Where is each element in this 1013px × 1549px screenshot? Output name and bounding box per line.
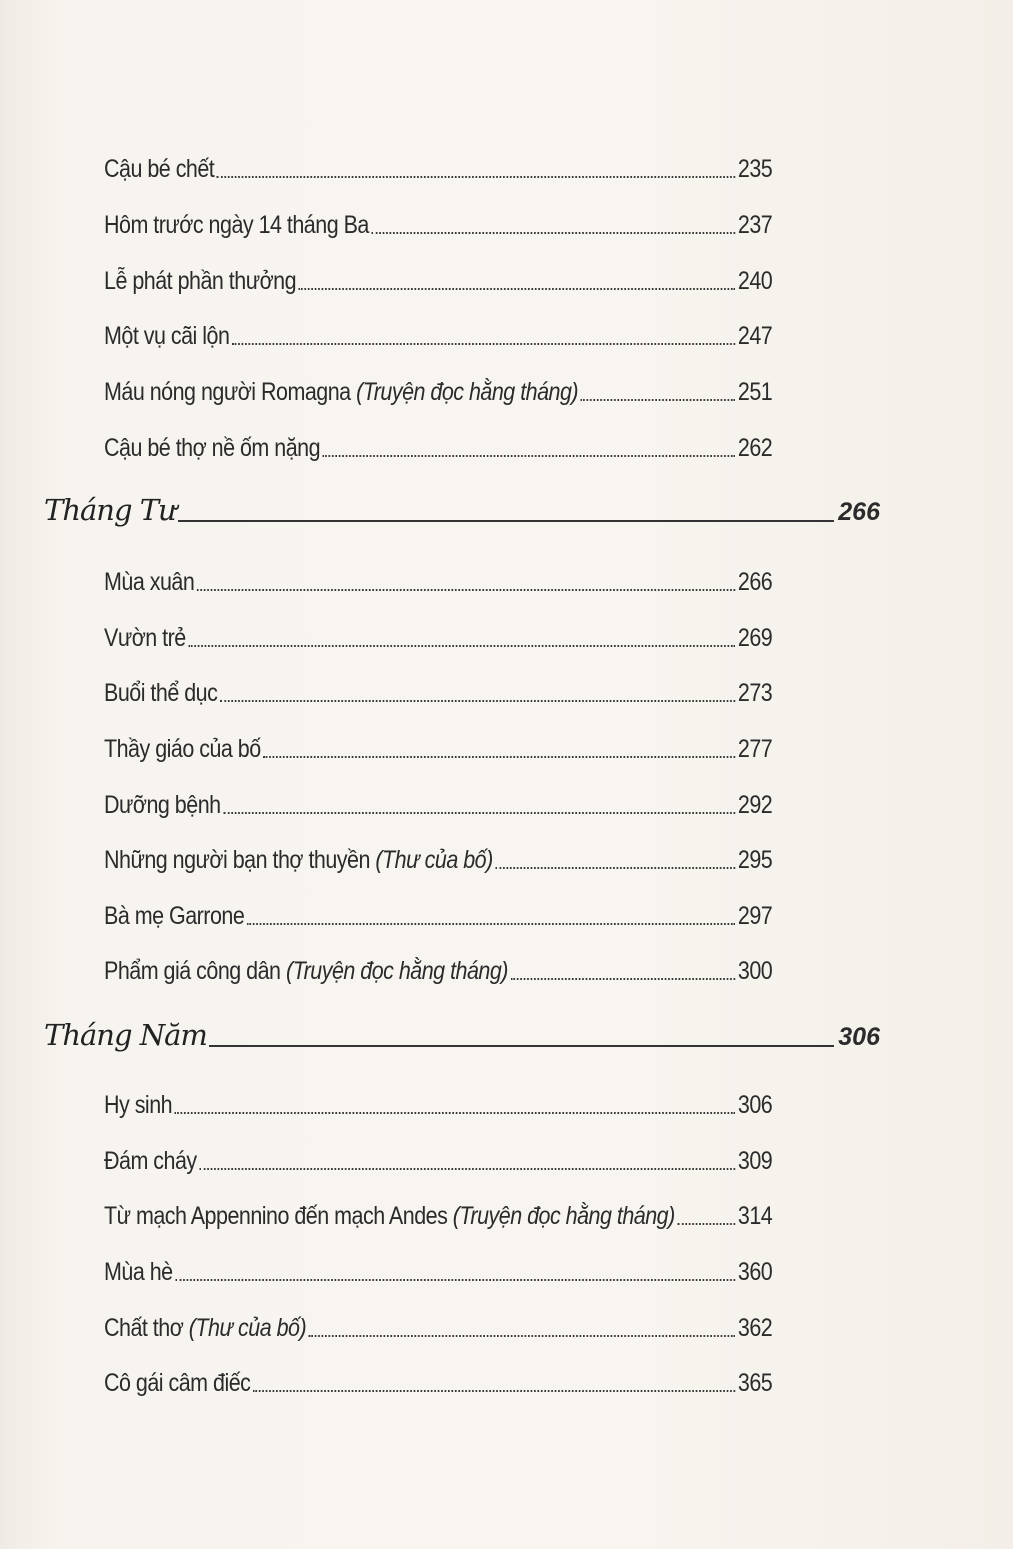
section-rule [178,520,834,522]
toc-entry [104,1248,772,1288]
dot-leader [581,398,736,401]
toc-entry [104,836,772,876]
dot-leader [188,644,735,647]
dot-leader [197,588,735,591]
dot-leader [309,1334,736,1337]
entry-page-number: 292 [737,791,773,819]
toc-entry [104,368,772,408]
toc-entry [104,1304,772,1344]
dot-leader [371,231,735,234]
dot-leader [299,287,736,290]
entry-note: (Truyện đọc hằng tháng) [452,1202,675,1230]
entry-title: Lễ phát phần thưởng [104,267,297,295]
entry-title: Hy sinh [104,1091,173,1119]
section-rule [209,1045,834,1047]
entry-note: (Thư của bố) [375,846,493,874]
entry-note: (Truyện đọc hằng tháng) [285,957,508,985]
entry-title: Một vụ cãi lộn [104,322,230,350]
entry-page-number: 237 [737,211,773,239]
entry-page-number: 240 [737,267,773,295]
entry-page-number: 235 [737,155,773,183]
section-heading-april [44,482,880,528]
toc-entry [104,424,772,464]
entry-page-number: 306 [737,1091,773,1119]
dot-leader [263,755,735,758]
toc-entry [104,669,772,709]
entry-title: Máu nóng người Romagna [104,378,357,406]
toc-entry [104,947,772,987]
dot-leader [495,866,735,869]
toc-entry [104,558,772,598]
entry-title: Cậu bé chết [104,155,215,183]
dot-leader [175,1111,736,1114]
entry-page-number: 262 [737,434,773,462]
section-title: Tháng Năm [44,1018,207,1052]
toc-entry [104,614,772,654]
entry-note: (Thư của bố) [188,1314,307,1342]
entry-title: Hôm trước ngày 14 tháng Ba [104,211,369,239]
entry-title: Bà mẹ Garrone [104,902,245,930]
section-page-number: 306 [838,1023,880,1051]
entry-page-number: 309 [737,1147,773,1175]
entry-title: Mùa hè [104,1258,173,1286]
entry-page-number: 251 [737,378,773,406]
entry-title: Cô gái câm điếc [104,1369,251,1397]
dot-leader [247,922,735,925]
toc-entry [104,725,772,765]
dot-leader [175,1278,735,1281]
section-page-number: 266 [838,498,880,526]
dot-leader [223,811,735,814]
entry-title: Buổi thể dục [104,679,218,707]
section-heading-may [44,1007,880,1053]
entry-page-number: 277 [737,735,773,763]
dot-leader [199,1167,735,1170]
entry-title: Dưỡng bệnh [104,791,221,819]
entry-page-number: 269 [737,624,773,652]
dot-leader [253,1389,735,1392]
entry-page-number: 300 [737,957,773,985]
entry-page-number: 314 [737,1202,773,1230]
entry-page-number: 365 [737,1369,773,1397]
entry-title: Thầy giáo của bố [104,735,261,763]
dot-leader [677,1222,735,1225]
toc-entry [104,1081,772,1121]
entry-title: Đám cháy [104,1147,197,1175]
entry-title: Từ mạch Appennino đến mạch Andes [104,1202,453,1230]
dot-leader [217,175,735,178]
entry-page-number: 295 [737,846,773,874]
entry-title: Phẩm giá công dân [104,957,286,985]
dot-leader [511,977,736,980]
dot-leader [220,699,735,702]
toc-entry [104,1192,772,1232]
entry-page-number: 360 [737,1258,773,1286]
toc-entry [104,201,772,241]
toc-entry [104,1359,772,1399]
toc-entry [104,145,772,185]
toc-entry [104,257,772,297]
dot-leader [323,454,736,457]
entry-title: Cậu bé thợ nề ốm nặng [104,434,321,462]
entry-page-number: 362 [737,1314,773,1342]
toc-entry [104,1137,772,1177]
entry-note: (Truyện đọc hằng tháng) [356,378,579,406]
entry-page-number: 247 [737,322,773,350]
entry-title: Những người bạn thợ thuyền [104,846,376,874]
section-title: Tháng Tư [44,493,176,527]
entry-page-number: 273 [737,679,773,707]
toc-entry [104,312,772,352]
toc-entry [104,892,772,932]
entry-title: Vườn trẻ [104,624,186,652]
entry-page-number: 297 [737,902,773,930]
entry-title: Mùa xuân [104,568,195,596]
dot-leader [232,342,735,345]
entry-title: Chất thơ [104,1314,189,1342]
entry-page-number: 266 [737,568,773,596]
toc-entry [104,781,772,821]
